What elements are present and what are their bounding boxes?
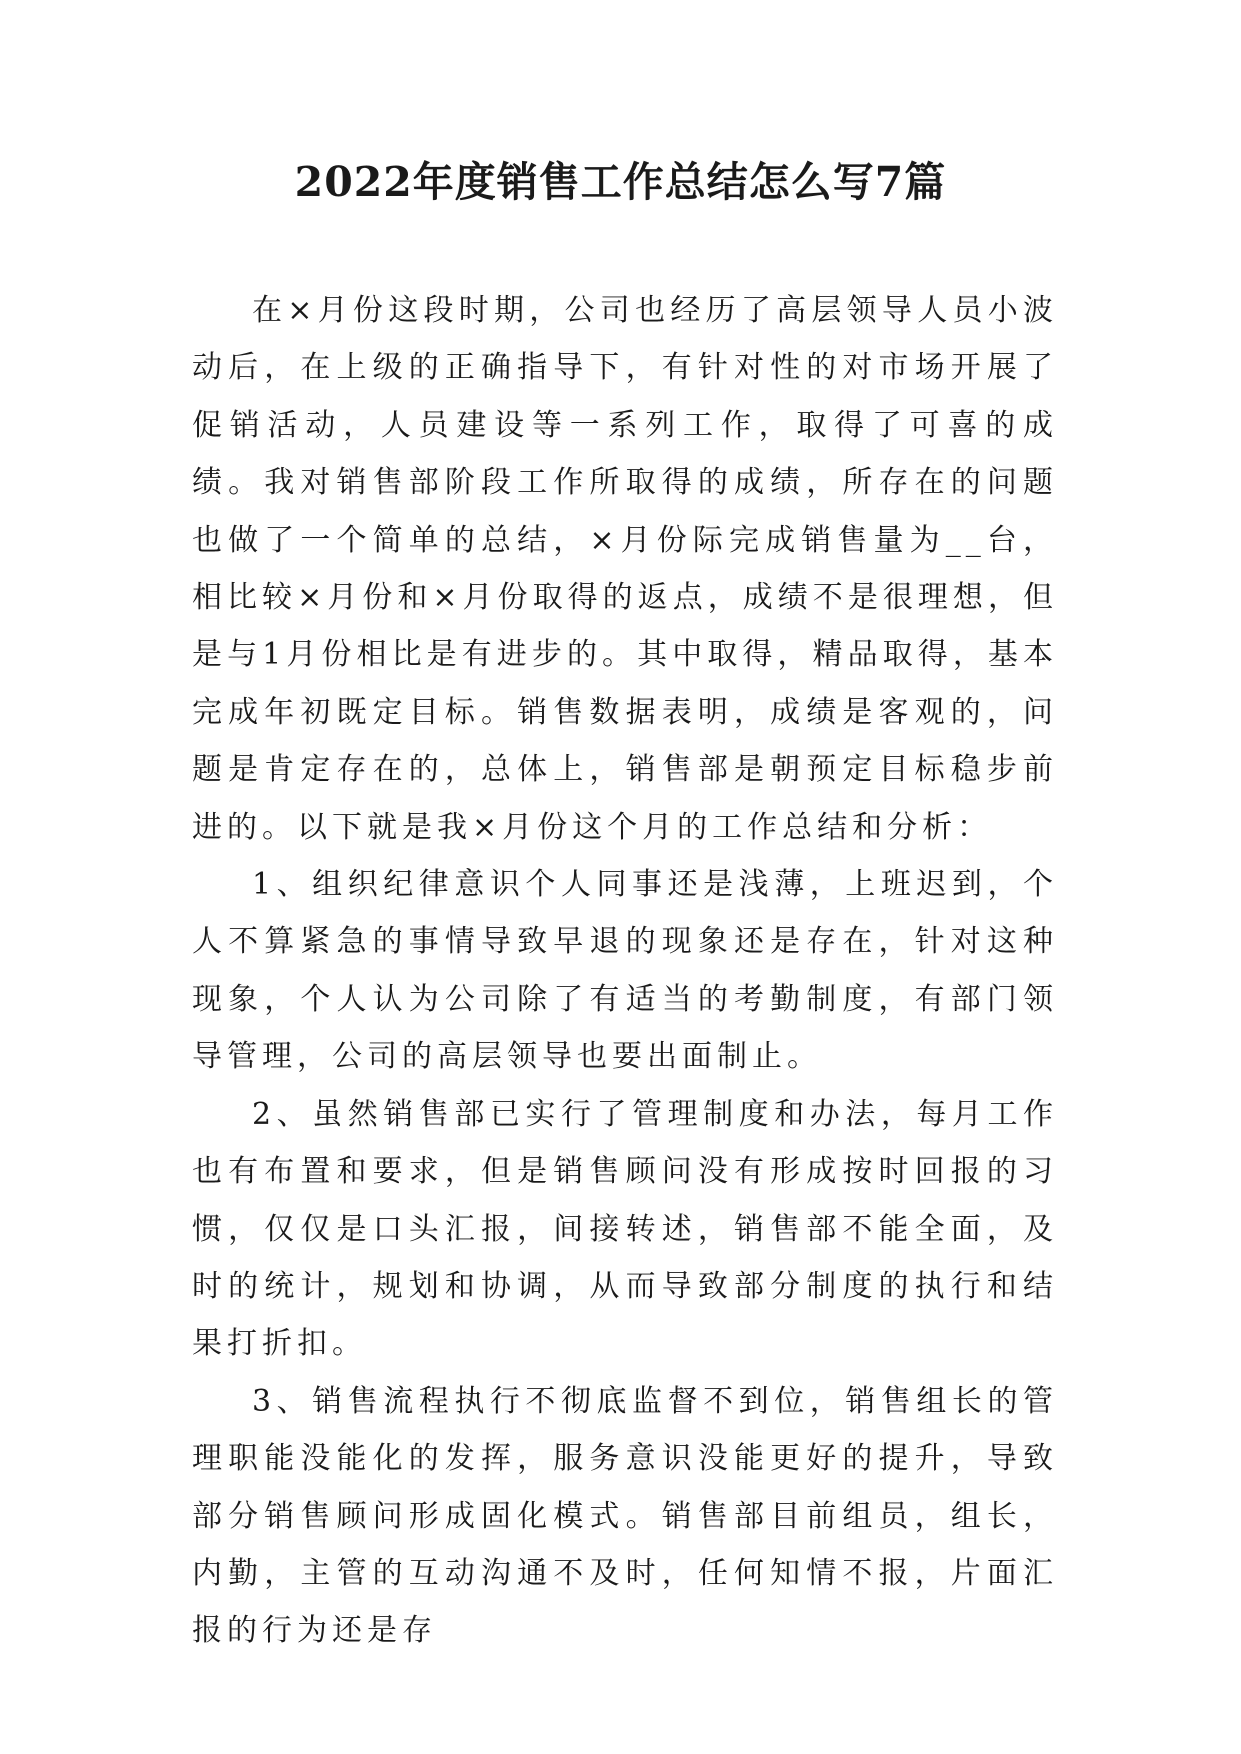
body-paragraph: 2、虽然销售部已实行了管理制度和办法，每月工作也有布置和要求，但是销售顾问没有形成按时回报的习惯，仅仅是口头汇报，间接转述，销售部不能全面，及时的统计，规划和协调，从而导致部分制度的执行和结果打折扣。 [192, 1096, 1058, 1362]
body-paragraph: 在×月份这段时期，公司也经历了高层领导人员小波动后，在上级的正确指导下，有针对性的对市场开展了促销活动，人员建设等一系列工作，取得了可喜的成绩。我对销售部阶段工作所取得的成绩，所存在的问题也做了一个简单的总结，×月份际完成销售量为__台，相比较×月份和×月份取得的返点，成绩不是很理想，但是与1月份相比是有进步的。其中取得，精品取得，基本完成年初既定目标。销售数据表明，成绩是客观的，问题是肯定存在的，总体上，销售部是朝预定目标稳步前进的。以下就是我×月份这个月的工作总结和分析： [192, 293, 1058, 845]
body-paragraph: 3、销售流程执行不彻底监督不到位，销售组长的管理职能没能化的发挥，服务意识没能更好的提升，导致部分销售顾问形成固化模式。销售部目前组员，组长，内勤，主管的互动沟通不及时，任何知情不报，片面汇报的行为还是存 [192, 1383, 1058, 1649]
body-paragraph: 1、组织纪律意识个人同事还是浅薄，上班迟到，个人不算紧急的事情导致早退的现象还是存在，针对这种现象，个人认为公司除了有适当的考勤制度，有部门领导管理，公司的高层领导也要出面制止。 [192, 867, 1058, 1075]
document-title: 2022年度销售工作总结怎么写7篇 [294, 158, 947, 206]
document-body [192, 282, 1058, 1660]
